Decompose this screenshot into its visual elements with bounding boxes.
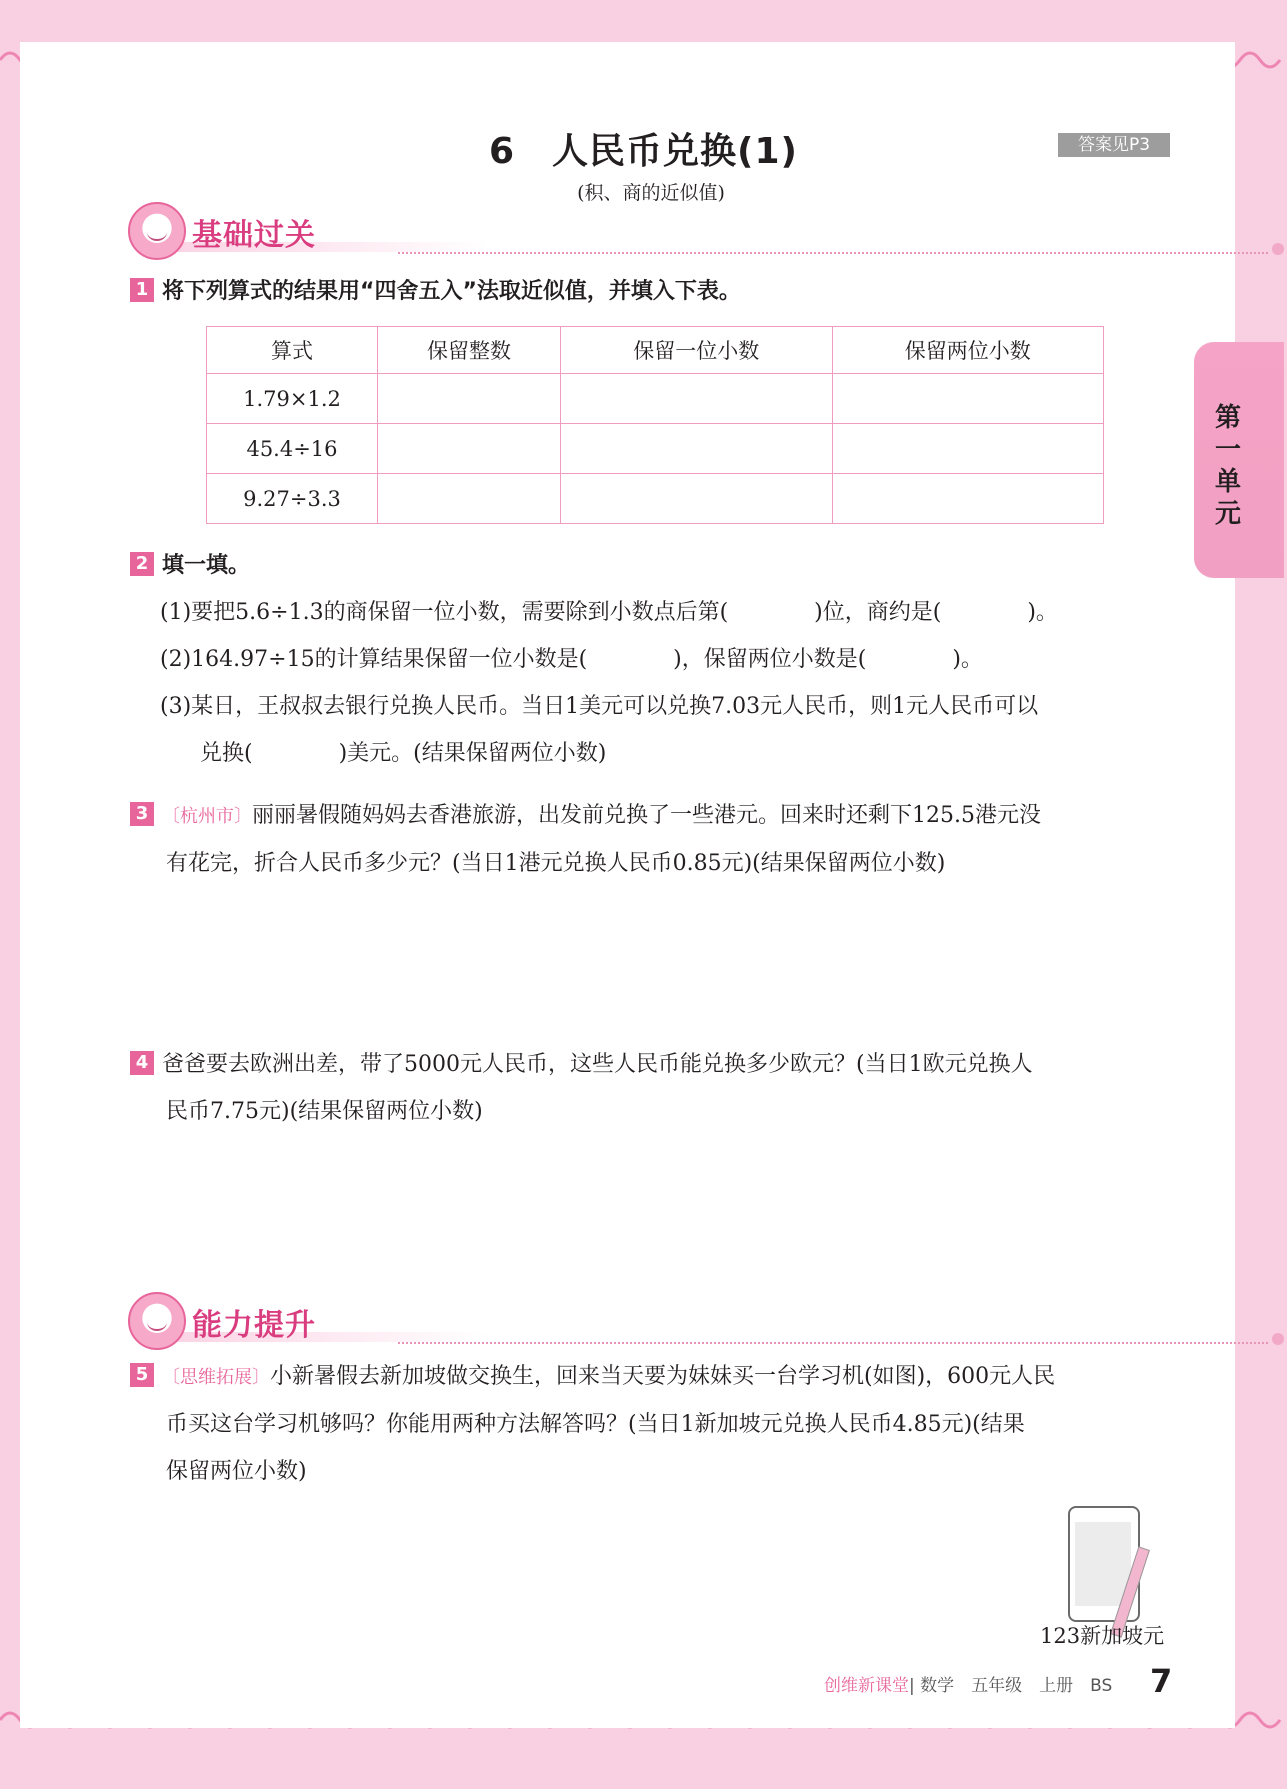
q2-part-2-text: (2)164.97÷15的计算结果保留一位小数是( [160, 647, 588, 672]
decor-dot [1272, 1333, 1284, 1345]
answer-cell-integer[interactable] [378, 474, 561, 524]
mascot-icon [128, 202, 186, 260]
answer-cell-two-decimal[interactable] [832, 424, 1103, 474]
table-header-cell: 算式 [207, 327, 378, 374]
q2-part-3-text: )美元。(结果保留两位小数) [338, 741, 607, 766]
mascot-icon [128, 1292, 186, 1350]
section-dotted-rule [398, 1342, 1268, 1344]
table-header-row [207, 327, 1104, 374]
answer-cell-integer[interactable] [378, 424, 561, 474]
q2-part-3-cont [130, 730, 1180, 777]
question-3-line: 有花完，折合人民币多少元？(当日1港元兑换人民币0.85元)(结果保留两位小数) [166, 851, 946, 876]
device-price-label: 123新加坡元 [1040, 1624, 1165, 1648]
q2-part-1 [130, 589, 1180, 636]
question-2-text: 填一填。 [162, 553, 251, 578]
decor-dot [1272, 243, 1284, 255]
table-header-cell: 保留一位小数 [561, 327, 832, 374]
section-header-basic [128, 202, 1287, 262]
question-number-4: 4 [130, 1051, 154, 1075]
q2-part-3 [130, 683, 1180, 730]
table-row [207, 374, 1104, 424]
section-header-advanced [128, 1292, 1287, 1352]
footer-brand: 创维新课堂 [824, 1676, 909, 1696]
table-row [207, 424, 1104, 474]
page-title: 6 人民币兑换(1) [488, 131, 798, 172]
question-3-line: 丽丽暑假随妈妈去香港旅游，出发前兑换了一些港元。回来时还剩下125.5港元没 [252, 803, 1041, 828]
answer-cell-one-decimal[interactable] [561, 474, 832, 524]
unit-side-tab-label: 第一单元 [1214, 403, 1241, 529]
question-1-text: 将下列算式的结果用“四舍五入”法取近似值，并填入下表。 [162, 279, 741, 304]
q2-part-1-text: )位，商约是( [814, 600, 942, 625]
answer-cell-integer[interactable] [378, 374, 561, 424]
expression-cell: 1.79×1.2 [207, 374, 378, 424]
q2-part-2-text: )。 [952, 647, 983, 672]
question-5 [130, 1353, 1180, 1495]
table-header-cell: 保留整数 [378, 327, 561, 374]
region-tag: 〔杭州市〕 [162, 806, 252, 827]
section-title-basic: 基础过关 [192, 218, 316, 253]
question-5-line: 保留两位小数) [166, 1459, 307, 1484]
answer-cell-two-decimal[interactable] [832, 474, 1103, 524]
category-tag: 〔思维拓展〕 [162, 1367, 270, 1388]
learning-machine-illustration [1068, 1506, 1140, 1622]
answer-cell-one-decimal[interactable] [561, 424, 832, 474]
page-subtitle: (积、商的近似值) [577, 182, 725, 204]
q2-part-3-text: 兑换( [200, 741, 253, 766]
question-number-3: 3 [130, 802, 154, 826]
question-number-5: 5 [130, 1363, 154, 1387]
q2-part-2-text: )，保留两位小数是( [673, 647, 867, 672]
question-3 [130, 792, 1180, 887]
answer-cell-two-decimal[interactable] [832, 374, 1103, 424]
table-row [207, 474, 1104, 524]
question-2 [130, 542, 1180, 777]
footer-info [824, 1671, 1112, 1696]
answer-cell-one-decimal[interactable] [561, 374, 832, 424]
table-header-cell: 保留两位小数 [832, 327, 1103, 374]
question-4 [130, 1041, 1180, 1135]
rounding-table [206, 326, 1104, 524]
question-1 [130, 268, 1180, 315]
section-dotted-rule [398, 252, 1268, 254]
answer-reference-tag: 答案见P3 [1058, 133, 1170, 157]
unit-side-tab [1194, 342, 1284, 578]
expression-cell: 9.27÷3.3 [207, 474, 378, 524]
q2-part-1-text: (1)要把5.6÷1.3的商保留一位小数，需要除到小数点后第( [160, 600, 729, 625]
section-title-advanced: 能力提升 [192, 1308, 316, 1343]
question-number-1: 1 [130, 278, 154, 302]
question-4-line: 爸爸要去欧洲出差，带了5000元人民币，这些人民币能兑换多少欧元？(当日1欧元兑换人 [162, 1052, 1033, 1077]
q2-part-1-text: )。 [1027, 600, 1058, 625]
page-number: 7 [1150, 1662, 1173, 1700]
question-5-line: 币买这台学习机够吗？你能用两种方法解答吗？(当日1新加坡元兑换人民币4.85元)(结果 [166, 1412, 1025, 1437]
q2-part-2 [130, 636, 1180, 683]
footer-book-info: | 数学 五年级 上册 BS [909, 1676, 1113, 1696]
question-4-line: 民币7.75元)(结果保留两位小数) [166, 1099, 483, 1124]
expression-cell: 45.4÷16 [207, 424, 378, 474]
question-5-line: 小新暑假去新加坡做交换生，回来当天要为妹妹买一台学习机(如图)，600元人民 [270, 1364, 1056, 1389]
question-number-2: 2 [130, 552, 154, 576]
q2-part-3-text: (3)某日，王叔叔去银行兑换人民币。当日1美元可以兑换7.03元人民币，则1元人民币可以 [160, 694, 1039, 719]
